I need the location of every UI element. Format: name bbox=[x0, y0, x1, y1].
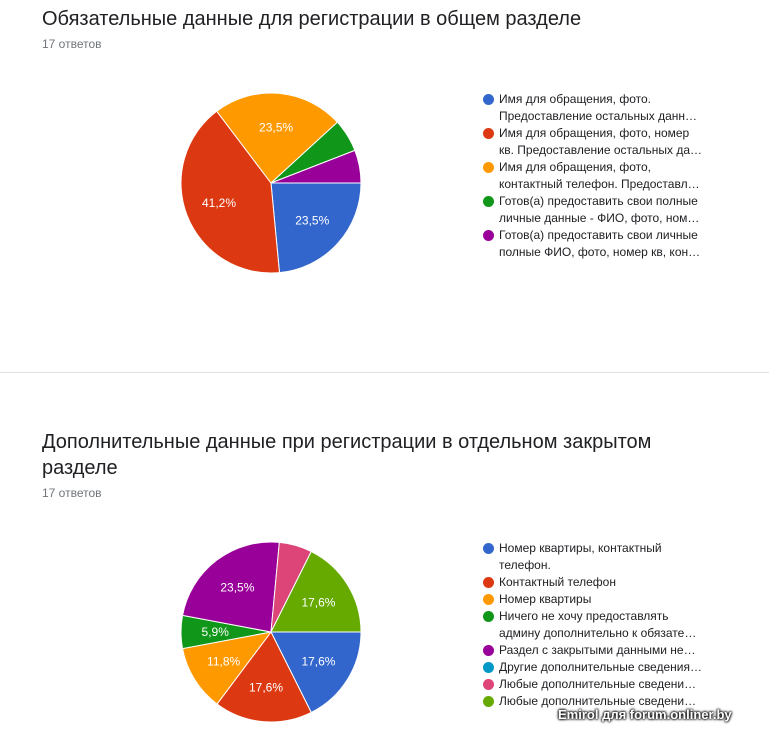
legend-color-dot bbox=[483, 645, 494, 656]
legend-label: полные ФИО, фото, номер кв, кон… bbox=[499, 245, 701, 259]
chart-title: Дополнительные данные при регистрации в отдельном закрытом разделе bbox=[42, 431, 652, 479]
legend-label: телефон. bbox=[499, 558, 551, 572]
legend-item-3[interactable] bbox=[482, 159, 712, 193]
slice-label-2: 17,6% bbox=[248, 680, 284, 695]
legend-color-dot bbox=[483, 94, 494, 105]
legend-item-4[interactable] bbox=[482, 608, 712, 642]
legend-label: Ничего не хочу предоставлять bbox=[499, 609, 669, 623]
response-count: 17 ответов bbox=[42, 37, 102, 51]
legend-label: Имя для обращения, фото, bbox=[499, 160, 651, 174]
legend-label: контактный телефон. Предоставл… bbox=[499, 177, 700, 191]
legend-item-2[interactable] bbox=[482, 125, 712, 159]
legend-color-dot bbox=[483, 577, 494, 588]
legend-color-dot bbox=[483, 594, 494, 605]
slice-label-2: 41,2% bbox=[201, 196, 237, 211]
legend-item-1[interactable] bbox=[482, 91, 712, 125]
legend-label: Готов(а) предоставить свои личные bbox=[499, 228, 698, 242]
slice-label-1: 17,6% bbox=[301, 654, 336, 669]
pie-chart-additional bbox=[175, 536, 367, 728]
legend-color-dot bbox=[483, 543, 494, 554]
legend-label: Номер квартиры, контактный bbox=[499, 541, 662, 555]
pie-chart-required bbox=[175, 87, 367, 279]
slice-label-3: 11,8% bbox=[207, 654, 241, 669]
chart-title: Обязательные данные для регистрации в общем разделе bbox=[42, 8, 582, 30]
legend-color-dot bbox=[483, 696, 494, 707]
legend-item-3[interactable] bbox=[482, 591, 712, 608]
chart-card-additional-data bbox=[0, 373, 769, 742]
chart-legend bbox=[482, 540, 712, 710]
legend-item-4[interactable] bbox=[482, 193, 712, 227]
legend-label: Предоставление остальных данн… bbox=[499, 109, 698, 123]
slice-label-4: 5,9% bbox=[201, 625, 229, 639]
legend-label: Имя для обращения, фото. bbox=[499, 92, 651, 106]
legend-item-6[interactable] bbox=[482, 659, 712, 676]
legend-color-dot bbox=[483, 128, 494, 139]
legend-item-5[interactable] bbox=[482, 227, 712, 261]
legend-color-dot bbox=[483, 162, 494, 173]
legend-label: Готов(а) предоставить свои полные bbox=[499, 194, 698, 208]
legend-color-dot bbox=[483, 679, 494, 690]
legend-label: Любые дополнительные сведени… bbox=[499, 694, 697, 708]
legend-color-dot bbox=[483, 196, 494, 207]
pie-slice-1[interactable] bbox=[271, 183, 361, 273]
legend-label: кв. Предоставление остальных да… bbox=[499, 143, 703, 157]
legend-color-dot bbox=[483, 611, 494, 622]
slice-label-3: 23,5% bbox=[259, 120, 294, 135]
watermark: Emirol для forum.onliner.by bbox=[558, 707, 732, 722]
legend-label: личные данные - ФИО, фото, ном… bbox=[499, 211, 700, 225]
legend-label: Номер квартиры bbox=[499, 592, 592, 606]
legend-color-dot bbox=[483, 662, 494, 673]
legend-label: Контактный телефон bbox=[499, 575, 616, 589]
legend-label: Имя для обращения, фото, номер bbox=[499, 126, 690, 140]
legend-color-dot bbox=[483, 230, 494, 241]
chart-legend bbox=[482, 91, 712, 261]
legend-item-5[interactable] bbox=[482, 642, 712, 659]
legend-label: Раздел с закрытыми данными не… bbox=[499, 643, 696, 657]
legend-item-2[interactable] bbox=[482, 574, 712, 591]
legend-item-1[interactable] bbox=[482, 540, 712, 574]
legend-label: админу дополнительно к обязате… bbox=[499, 626, 697, 640]
response-count: 17 ответов bbox=[42, 486, 102, 500]
legend-label: Любые дополнительные сведени… bbox=[499, 677, 697, 691]
slice-label-1: 23,5% bbox=[295, 213, 330, 228]
slice-label-5: 23,5% bbox=[220, 580, 255, 595]
legend-label: Другие дополнительные сведения… bbox=[499, 660, 702, 674]
slice-label-8: 17,6% bbox=[301, 595, 336, 610]
legend-item-7[interactable] bbox=[482, 676, 712, 693]
